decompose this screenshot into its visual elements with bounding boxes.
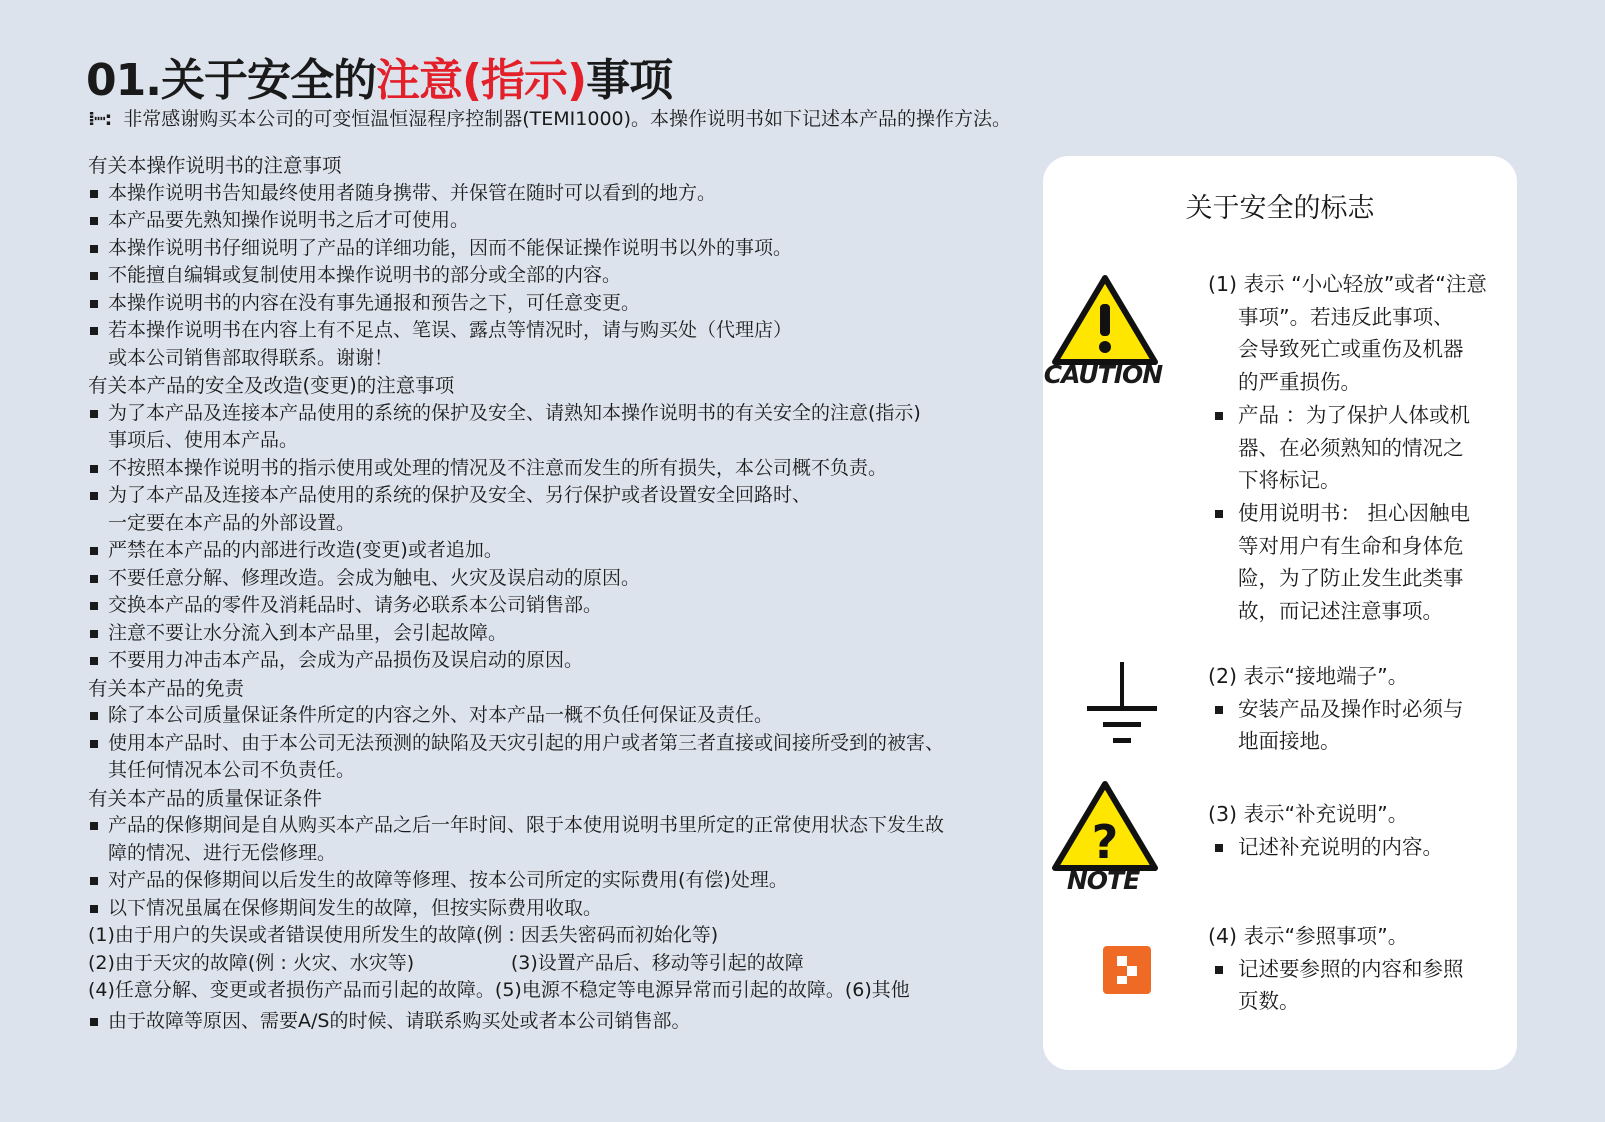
page-title [86,44,672,108]
list-item-text: 或本公司销售部取得联系。谢谢！ [108,346,394,369]
caution-bullet-line: 下将标记。 [1238,468,1341,493]
ground-bullet [1208,693,1508,758]
section-title: 有关本产品的免责 [88,676,245,700]
caution-line: 会导致死亡或重伤及机器 [1238,337,1464,362]
list-item-text: 为了本产品及连接本产品使用的系统的保护及安全、请熟知本操作说明书的有关安全的注意(指示) [108,401,921,424]
list-item-text: 不要用力冲击本产品，会成为产品损伤及误启动的原因。 [108,649,584,671]
ground-line: (2) 表示“接地端子”。 [1208,664,1409,688]
ground-bullet-line: 地面接地。 [1238,729,1341,754]
list-item-text: 除了本公司质量保证条件所定的内容之外、对本产品一概不负任何保证及责任。 [108,704,774,726]
caution-bullet-line: 故，而记述注意事项。 [1238,599,1443,624]
list-item-text: 注意不要让水分流入到本产品里，会引起故障。 [108,621,508,644]
caution-bullet-line: 产品 ：为了保护人体或机 [1238,402,1471,427]
list-item-text: 严禁在本产品的内部进行改造(变更)或者追加。 [108,539,503,561]
ground-description [1208,660,1508,758]
reference-bullet-line: 记述要参照的内容和参照 [1238,956,1464,981]
case-line: (4)任意分解、变更或者损伤产品而引起的故障。(5)电源不稳定等电源异常而引起的故障。(6)其他 [88,979,910,1001]
note-bullet-line: 记述补充说明的内容。 [1238,834,1443,859]
case-line: (1)由于用户的失误或者错误使用所发生的故障(例 : 因丢失密码而初始化等) [88,924,719,946]
list-item-text: 一定要在本产品的外部设置。 [108,511,356,534]
section-warranty [88,785,1028,1036]
list-item [88,647,1028,675]
list-item-text: 障的情况、进行无偿修理。 [108,841,337,864]
intro-line [88,104,1011,131]
ground-icon [1085,662,1161,750]
list-item-text: 事项后、使用本产品。 [108,429,299,451]
list-item-text: 以下情况虽属在保修期间发生的故障，但按实际费用收取。 [108,896,603,919]
notice-content [88,152,1028,1035]
list-item-text: 由于故障等原因、需要A/S的时候、请联系购买处或者本公司销售部。 [108,1009,691,1032]
list-item-text: 交换本产品的零件及消耗品时、请务必联系本公司销售部。 [108,594,603,616]
list-item-text: 对产品的保修期间以后发生的故障等修理、按本公司所定的实际费用(有偿)处理。 [108,869,788,891]
list-item [88,537,1028,565]
list-item [88,702,1028,730]
caution-bullet [1208,399,1508,497]
caution-caption: CAUTION [1043,360,1163,389]
note-description [1208,798,1508,863]
list-item [88,620,1028,648]
list-item [88,730,1028,785]
ground-bullet-line: 安装产品及操作时必须与 [1238,696,1464,721]
list-item [88,400,1028,455]
list-item-text: 本产品要先熟知操作说明书之后才可使用。 [108,209,470,231]
list-item [88,235,1028,263]
title-part1: 关于安全的 [160,55,376,106]
note-icon [1049,778,1161,874]
list-item [88,1008,1028,1036]
intro-text: 非常感谢购买本公司的可变恒温恒湿程序控制器(TEMI1000)。本操作说明书如下记述本产品的操作方法。 [123,108,1012,130]
list-item [88,565,1028,593]
caution-bullet-line: 险，为了防止发生此类事 [1238,566,1464,591]
note-line: (3) 表示“补充说明”。 [1208,802,1409,826]
caution-description [1208,268,1508,628]
safety-symbols-panel [1043,156,1517,1070]
list-item-text: 其任何情况本公司不负责任。 [108,759,356,781]
list-item [88,482,1028,537]
list-item-text: 产品的保修期间是自从购买本产品之后一年时间、限于本使用说明书里所定的正常使用状态下发生故 [108,814,945,836]
caution-line: 事项”。若违反此事项、 [1238,304,1454,329]
case-line: (2)由于天灾的故障(例 : 火灾、水灾等) (3)设置产品后、移动等引起的故障 [88,951,804,974]
caution-bullet [1208,497,1508,628]
list-item-text: 不要任意分解、修理改造。会成为触电、火灾及误启动的原因。 [108,566,641,589]
section-disclaimer [88,675,1028,785]
section-title: 有关本产品的质量保证条件 [88,786,323,810]
list-item-text: 本操作说明书仔细说明了产品的详细功能，因而不能保证操作说明书以外的事项。 [108,236,793,259]
caution-line: (1) 表示 “小心轻放”或者“注意 [1208,272,1487,296]
svg-text:?: ? [1091,815,1119,869]
reference-description [1208,920,1508,1018]
list-item-text: 使用本产品时、由于本公司无法预测的缺陷及天灾引起的用户或者第三者直接或间接所受到的被害、 [108,731,945,754]
section-manual [88,152,1028,372]
section-title: 有关本操作说明书的注意事项 [88,154,342,177]
list-item [88,180,1028,208]
reference-line: (4) 表示“参照事项”。 [1208,924,1409,948]
list-item [88,812,1028,867]
caution-bullet-line: 使用说明书： 担心因触电 [1238,500,1471,525]
list-item-text: 本操作说明书告知最终使用者随身携带、并保管在随时可以看到的地方。 [108,181,717,204]
reference-bullet-line: 页数。 [1238,989,1300,1014]
reference-bullet [1208,953,1508,1018]
list-item [88,867,1028,895]
reference-icon [1103,946,1151,994]
section-title: 有关本产品的安全及改造(变更)的注意事项 [88,374,455,397]
list-item-text: 本操作说明书的内容在没有事先通报和预告之下，可任意变更。 [108,291,641,314]
caution-bullet-line: 等对用户有生命和身体危 [1238,533,1464,558]
list-item [88,262,1028,290]
list-item [88,455,1028,483]
dots-icon: ⁞┉: [88,108,112,130]
note-caption: NOTE [1066,866,1140,895]
title-number: 01. [86,55,161,106]
list-item [88,895,1028,923]
list-item-text: 为了本产品及连接本产品使用的系统的保护及安全、另行保护或者设置安全回路时、 [108,484,812,506]
note-bullet [1208,831,1508,864]
list-item [88,290,1028,318]
list-item [88,207,1028,235]
list-item-text: 不按照本操作说明书的指示使用或处理的情况及不注意而发生的所有损失，本公司概不负责。 [108,456,888,479]
list-item [88,317,1028,372]
list-item-text: 若本操作说明书在内容上有不足点、笔误、露点等情况时，请与购买处（代理店） [108,319,793,341]
panel-title: 关于安全的标志 [1185,193,1375,224]
caution-line: 的严重损伤。 [1238,370,1361,395]
list-item-text: 不能擅自编辑或复制使用本操作说明书的部分或全部的内容。 [108,264,622,286]
caution-icon [1049,272,1161,368]
section-safety [88,372,1028,675]
list-item [88,592,1028,620]
title-part3: 事项 [586,55,673,106]
title-highlight: 注意(指示) [375,55,587,106]
caution-bullet-line: 器、在必须熟知的情况之 [1238,435,1464,460]
